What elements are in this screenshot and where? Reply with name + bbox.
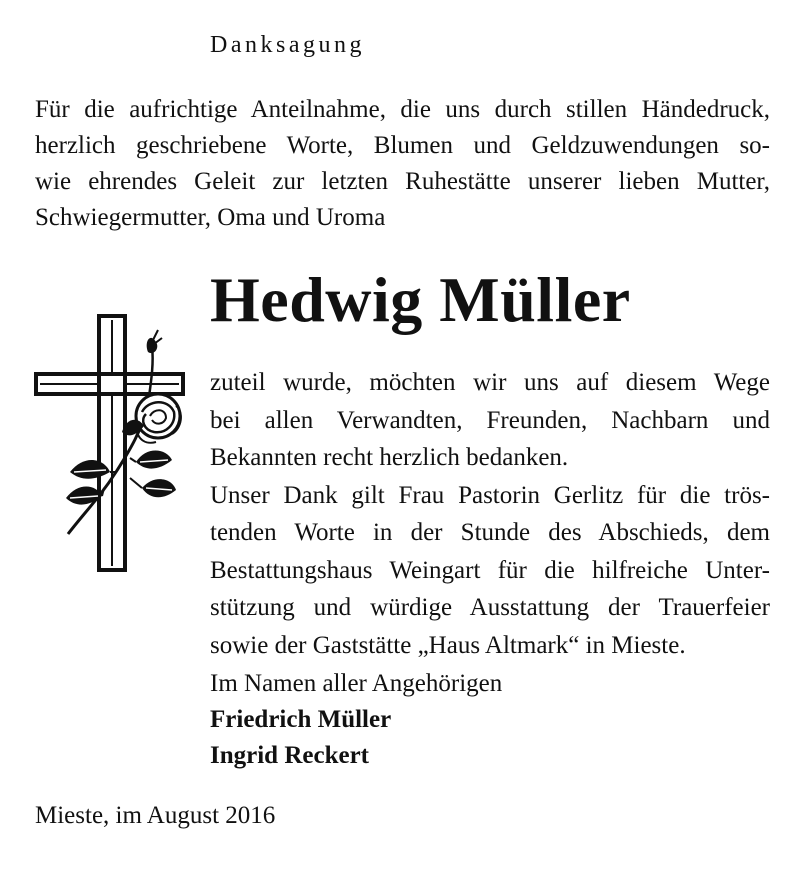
cross-icon (36, 316, 183, 570)
intro-line: Schwiegermutter, Oma und Uroma (35, 204, 386, 231)
body-line: stützung und würdige Ausstattung der Trauerfeier (210, 594, 770, 621)
body-line: bei allen Verwandten, Freunden, Nachbarn und (210, 406, 770, 434)
notice-heading: Danksagung (210, 32, 365, 58)
body-line: sowie der Gaststätte „Haus Altmark“ in Mieste. (210, 631, 686, 659)
thanks-paragraph (210, 364, 770, 664)
intro-line: Für die aufrichtige Anteilnahme, die uns durch stillen Händedruck, (35, 96, 770, 123)
intro-line: wie ehrendes Geleit zur letzten Ruhestätte unserer lieben Mutter, (35, 168, 770, 195)
signoff-name: Ingrid Reckert (210, 742, 369, 769)
intro-paragraph (35, 92, 770, 236)
place-and-date: Mieste, im August 2016 (35, 802, 276, 829)
intro-line: herzlich geschriebene Worte, Blumen und Geldzuwendungen so- (35, 132, 770, 159)
signoff-name: Friedrich Müller (210, 706, 392, 733)
body-line: Unser Dank gilt Frau Pastorin Gerlitz für die trös- (210, 481, 770, 509)
body-line: Bestattungshaus Weingart für die hilfreiche Unter- (210, 556, 770, 584)
deceased-name: Hedwig Müller (210, 264, 631, 335)
body-line: Bekannten recht herzlich bedanken. (210, 444, 569, 471)
cross-with-rose-icon (30, 312, 190, 574)
body-line: tenden Worte in der Stunde des Abschieds, dem (210, 519, 770, 546)
signoff-block (210, 666, 502, 774)
signoff-intro: Im Namen aller Angehörigen (210, 670, 503, 697)
body-line: zuteil wurde, möchten wir uns auf diesem Wege (210, 369, 770, 396)
